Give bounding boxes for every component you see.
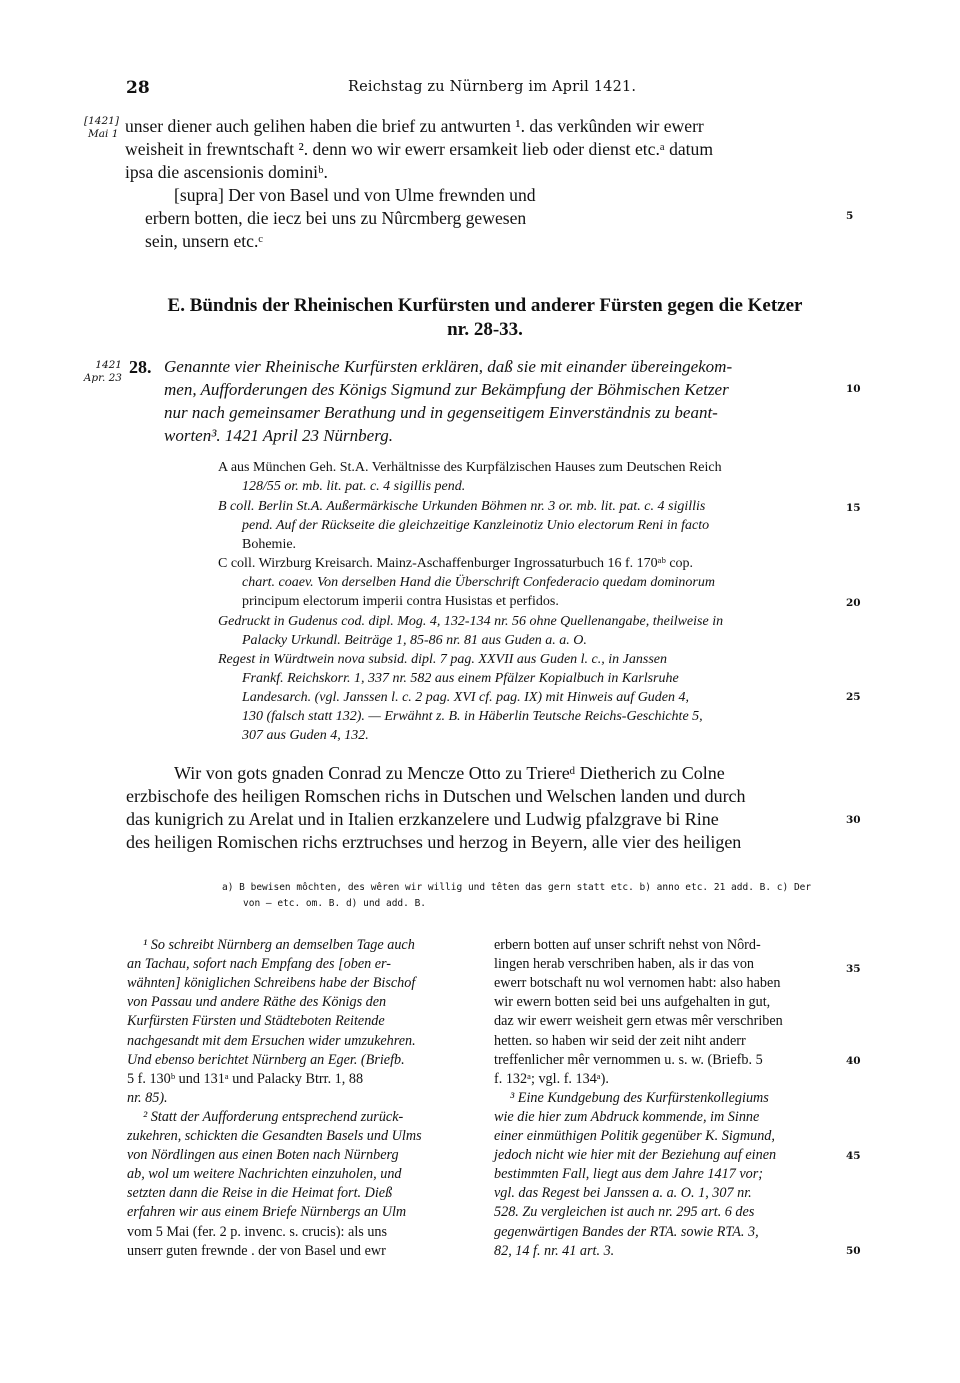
footnote-line: bestimmten Fall, liegt aus dem Jahre 1417 vor; <box>494 1166 763 1183</box>
line-number-5: 5 <box>846 210 854 222</box>
footnote-line: 528. Zu vergleichen ist auch nr. 295 art. 6 des <box>494 1204 755 1221</box>
footnote-line: ewerr botschaft nu wol vernomen habt: also haben <box>494 975 781 992</box>
footnote-line: unserr guten frewnde . der von Basel und ewr <box>127 1242 386 1259</box>
regest-line: nur nach gemeinsamer Berathung und in gegenseitigem Einverständnis zu beant- <box>164 403 718 422</box>
line-number-15: 15 <box>846 502 861 514</box>
footnote-line: ² Statt der Aufforderung entsprechend zurück- <box>143 1108 404 1125</box>
footnote-line: erbern botten auf unser schrift nehst von Nôrd- <box>494 937 761 953</box>
source-line: principum electorum imperii contra Husistas et perfidos. <box>242 594 559 609</box>
text-line: sein, unsern etc.ᶜ <box>145 231 263 251</box>
source-line: pend. Auf der Rückseite die gleichzeitige Kanzleinotiz Unio electorum Reni in facto <box>242 518 710 533</box>
source-line: 128/55 or. mb. lit. pat. c. 4 sigillis pend. <box>242 479 466 494</box>
section-heading <box>128 294 842 342</box>
apparatus-line: von — etc. om. B. d) und add. B. <box>243 898 427 909</box>
running-title: Reichstag zu Nürnberg im April 1421. <box>348 79 637 95</box>
source-line: chart. coaev. Von derselben Hand die Überschrift Confederacio quedam dominorum <box>242 575 715 590</box>
document-number: 28. <box>129 357 152 377</box>
line-number-10: 10 <box>846 383 861 395</box>
text-line: erbern botten, die iecz bei uns zu Nûrcmberg gewesen <box>145 208 527 228</box>
section-heading-line: nr. 28-33. <box>447 319 523 340</box>
footnote-line: 5 f. 130ᵇ und 131ᵃ und Palacky Btrr. 1, 88 <box>127 1070 364 1087</box>
line-number-45: 45 <box>846 1150 861 1162</box>
text-line: unser diener auch gelihen haben die brief zu antwurten ¹. das verkûnden wir ewerr <box>125 116 704 136</box>
footnote-line: von Passau und andere Räthe des Königs den <box>127 994 387 1011</box>
footnote-line: nr. 85). <box>127 1089 168 1106</box>
text-line: weisheit in frewntschaft ². denn wo wir ewerr ersamkeit lieb oder dienst etc.ᵃ datum <box>125 139 714 159</box>
margin-date-year-2: 1421 <box>95 359 122 371</box>
line-number-30: 30 <box>846 814 861 826</box>
footnote-line: von Nördlingen aus einen Boten nach Nürnberg <box>127 1147 399 1164</box>
footnote-line: ¹ So schreibt Nürnberg an demselben Tage auch <box>143 937 415 953</box>
source-line: Palacky Urkundl. Beiträge 1, 85-86 nr. 81 aus Guden a. a. O. <box>242 633 587 648</box>
footnote-line: ab, wol um weitere Nachrichten einzuholen, und <box>127 1166 402 1183</box>
line-number-35: 35 <box>846 963 861 975</box>
footnote-line: wie die hier zum Abdruck kommende, im Sinne <box>494 1108 760 1125</box>
footnote-line: hetten. so haben wir seid der zeit niht anderr <box>494 1032 746 1049</box>
footnote-line: ³ Eine Kundgebung des Kurfürstenkollegiums <box>510 1089 769 1106</box>
footnote-line: daz wir ewerr weisheit gern etwas mêr verschriben <box>494 1013 783 1030</box>
footnote-line: Und ebenso berichtet Nürnberg an Eger. (Briefb. <box>127 1051 405 1068</box>
source-line: Frankf. Reichskorr. 1, 337 nr. 582 aus einem Pfälzer Kopialbuch in Karlsruhe <box>242 671 679 686</box>
text-line: ipsa die ascensionis dominiᵇ. <box>125 162 328 182</box>
document-text-line: erzbischofe des heiligen Romschen richs in Dutschen und Welschen landen und durch <box>126 786 746 806</box>
margin-date-year: [1421] <box>84 115 119 127</box>
footnote-line: zukehren, schickten die Gesandten Basels und Ulms <box>127 1128 422 1144</box>
document-text-line: des heiligen Romischen richs erztruchses und herzog in Beyern, alle vier des heiligen <box>126 832 742 852</box>
source-line: Bohemie. <box>242 537 297 552</box>
footnote-line: wir ewern botten seid bei uns aufgehalten in gut, <box>494 994 771 1011</box>
footnote-line: vgl. das Regest bei Janssen a. a. O. 1, 307 nr. <box>494 1185 752 1202</box>
document-text-line: Wir von gots gnaden Conrad zu Mencze Otto zu Triereᵈ Dietherich zu Colne <box>174 763 725 783</box>
footnote-line: Kurfürsten Fürsten und Städteboten Reitende <box>127 1013 385 1030</box>
margin-date-day: Mai 1 <box>88 128 119 140</box>
footnote-line: treffenlicher mêr vernommen u. s. w. (Briefb. 5 <box>494 1051 763 1068</box>
source-line: B coll. Berlin St.A. Außermärkische Urkunden Böhmen nr. 3 or. mb. lit. pat. c. 4 sigillis <box>218 499 706 514</box>
footnote-line: einer einmüthigen Politik gegenüber K. Sigmund, <box>494 1128 775 1144</box>
footnote-line: wähnten] königlichen Schreibens habe der Bischof <box>127 975 416 992</box>
line-number-20: 20 <box>846 597 861 609</box>
line-number-25: 25 <box>846 691 861 703</box>
line-number-40: 40 <box>846 1055 861 1067</box>
footnote-line: 82, 14 f. nr. 41 art. 3. <box>494 1242 615 1259</box>
footnote-line: erfahren wir aus einem Briefe Nürnbergs an Ulm <box>127 1204 407 1221</box>
apparatus-line: a) B bewisen môchten, des wêren wir willig und têten das gern statt etc. b) anno etc. 21 add. B. c) Der <box>222 882 812 893</box>
margin-date-day-2: Apr. 23 <box>83 372 122 384</box>
line-number-50: 50 <box>846 1245 861 1257</box>
footnote-line: jedoch nicht wie hier mit der Beziehung auf einen <box>494 1147 777 1164</box>
footnote-line: f. 132ᵃ; vgl. f. 134ᵃ). <box>494 1070 609 1087</box>
footnote-line: nachgesandt mit dem Ersuchen wider umzukehren. <box>127 1032 416 1049</box>
source-line: 130 (falsch statt 132). — Erwähnt z. B. in Häberlin Teutsche Reichs-Geschichte 5, <box>242 709 703 724</box>
text-line: [supra] Der von Basel und von Ulme frewnden und <box>174 185 536 205</box>
source-line: Landesarch. (vgl. Janssen l. c. 2 pag. XVI cf. pag. IX) mit Hinweis auf Guden 4, <box>242 690 690 705</box>
footnote-line: vom 5 Mai (fer. 2 p. invenc. s. crucis): als uns <box>127 1223 388 1240</box>
source-line: 307 aus Guden 4, 132. <box>242 728 369 743</box>
footnote-line: lingen herab verschriben haben, als ir das von <box>494 956 755 973</box>
footnote-line: an Tachau, sofort nach Empfang des [oben er- <box>127 956 392 973</box>
page-number: 28 <box>126 78 150 98</box>
regest-line: worten³. 1421 April 23 Nürnberg. <box>164 426 393 445</box>
document-text-line: das kunigrich zu Arelat und in Italien erzkanzelere und Ludwig pfalzgrave bi Rine <box>126 809 719 829</box>
footnote-line: gegenwärtigen Bandes der RTA. sowie RTA. 3, <box>494 1223 759 1240</box>
regest-line: Genannte vier Rheinische Kurfürsten erklären, daß sie mit einander übereingekom- <box>164 357 733 376</box>
source-line: Gedruckt in Gudenus cod. dipl. Mog. 4, 132-134 nr. 56 ohne Quellenangabe, theilweise in <box>218 614 724 629</box>
section-heading-line: E. Bündnis der Rheinischen Kurfürsten und anderer Fürsten gegen die Ketzer <box>167 295 803 316</box>
source-line: C coll. Wirzburg Kreisarch. Mainz-Aschaffenburger Ingrossaturbuch 16 f. 170ᵃᵇ cop. <box>218 556 694 571</box>
regest-line: men, Aufforderungen des Königs Sigmund zur Bekämpfung der Böhmischen Ketzer <box>164 380 729 399</box>
footnote-line: setzten dann die Reise in die Heimat fort. Dieß <box>127 1185 393 1202</box>
source-line: A aus München Geh. St.A. Verhältnisse des Kurpfälzischen Hauses zum Deutschen Reich <box>218 460 722 475</box>
source-line: Regest in Würdtwein nova subsid. dipl. 7 pag. XXVII aus Guden l. c., in Janssen <box>218 652 667 667</box>
